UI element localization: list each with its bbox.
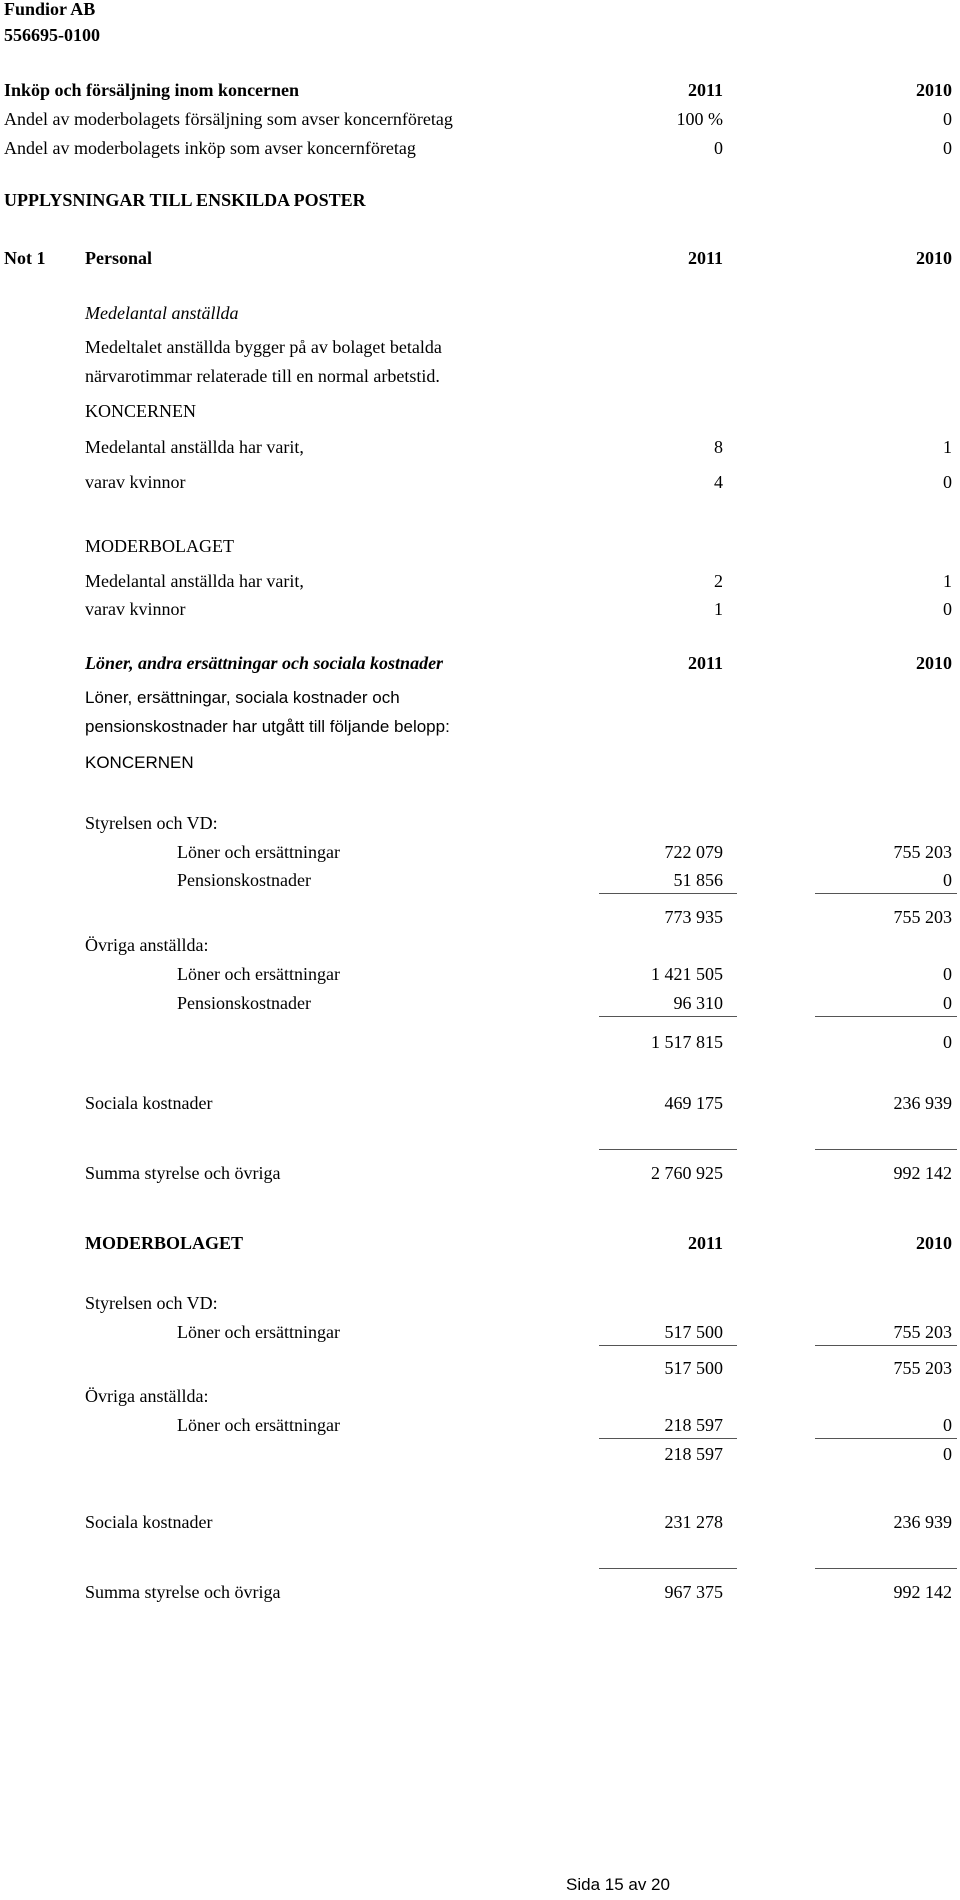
intercompany-purchases-2010: 0	[943, 138, 952, 158]
note-year-2010: 2010	[916, 248, 952, 268]
parent-board-salaries-2011: 517 500	[664, 1322, 723, 1342]
org-number: 556695-0100	[4, 25, 100, 45]
intercompany-year-2010: 2010	[916, 80, 952, 100]
salaries-year-2011: 2011	[687, 653, 723, 673]
group-board-salaries-2010: 755 203	[893, 842, 952, 862]
parent-avg-2011: 2	[714, 571, 723, 591]
salaries-desc-1: Löner, ersättningar, sociala kostnader och	[85, 688, 400, 707]
group-other-pensions-2010: 0	[943, 993, 952, 1013]
parent-other-salaries-label: Löner och ersättningar	[177, 1415, 340, 1435]
parent-board-subtotal-rule-2011	[599, 1345, 737, 1346]
group-sum-rule-2011	[599, 1149, 737, 1150]
parent-women-2010: 0	[943, 599, 952, 619]
group-board-pensions-label: Pensionskostnader	[177, 870, 311, 890]
group-social-2010: 236 939	[893, 1093, 952, 1113]
group-other-salaries-2010: 0	[943, 964, 952, 984]
page-number: Sida 15 av 20	[566, 1875, 670, 1894]
parent-social-label: Sociala kostnader	[85, 1512, 213, 1532]
group-board-total-2010: 755 203	[893, 907, 952, 927]
avg-employees-desc-1: Medeltalet anställda bygger på av bolaget betalda	[85, 337, 442, 357]
parent-avg-2010: 1	[943, 571, 952, 591]
group-social-label: Sociala kostnader	[85, 1093, 213, 1113]
group-other-total-2010: 0	[943, 1032, 952, 1052]
group-women-label: varav kvinnor	[85, 472, 186, 492]
group-board-subtotal-rule-2010	[815, 893, 957, 894]
group-women-2011: 4	[714, 472, 723, 492]
group-board-salaries-2011: 722 079	[664, 842, 723, 862]
parent-social-2011: 231 278	[664, 1512, 723, 1532]
group-women-2010: 0	[943, 472, 952, 492]
group-label: KONCERNEN	[85, 401, 196, 421]
intercompany-sales-2011: 100 %	[676, 109, 723, 129]
company-name: Fundior AB	[4, 0, 96, 19]
group-board-total-2011: 773 935	[664, 907, 723, 927]
intercompany-year-2011: 2011	[687, 80, 723, 100]
parent-women-label: varav kvinnor	[85, 599, 186, 619]
group-other-pensions-label: Pensionskostnader	[177, 993, 311, 1013]
parent-salaries-label: MODERBOLAGET	[85, 1233, 244, 1253]
note-number: Not 1	[4, 248, 46, 268]
parent-other-label: Övriga anställda:	[85, 1386, 209, 1406]
intercompany-purchases-label: Andel av moderbolagets inköp som avser koncernföretag	[4, 138, 416, 158]
parent-board-salaries-2010: 755 203	[893, 1322, 952, 1342]
group-label-2: KONCERNEN	[85, 753, 194, 772]
note-year-2011: 2011	[687, 248, 723, 268]
avg-employees-desc-2: närvarotimmar relaterade till en normal arbetstid.	[85, 366, 440, 386]
parent-women-2011: 1	[714, 599, 723, 619]
group-other-subtotal-rule-2010	[815, 1016, 957, 1017]
parent-sum-2010: 992 142	[893, 1582, 952, 1602]
group-other-subtotal-rule-2011	[599, 1016, 737, 1017]
salaries-heading: Löner, andra ersättningar och sociala kostnader	[85, 653, 444, 673]
salaries-desc-2: pensionskostnader har utgått till följande belopp:	[85, 717, 450, 736]
parent-sum-rule-2011	[599, 1568, 737, 1569]
parent-other-subtotal-rule-2011	[599, 1438, 737, 1439]
parent-board-subtotal-rule-2010	[815, 1345, 957, 1346]
group-sum-label: Summa styrelse och övriga	[85, 1163, 281, 1183]
parent-other-total-2010: 0	[943, 1444, 952, 1464]
parent-other-subtotal-rule-2010	[815, 1438, 957, 1439]
group-avg-label: Medelantal anställda har varit,	[85, 437, 304, 457]
parent-sum-2011: 967 375	[664, 1582, 723, 1602]
parent-board-label: Styrelsen och VD:	[85, 1293, 218, 1313]
parent-year-2010: 2010	[916, 1233, 952, 1253]
intercompany-title: Inköp och försäljning inom koncernen	[4, 80, 300, 100]
group-sum-2011: 2 760 925	[651, 1163, 723, 1183]
group-board-salaries-label: Löner och ersättningar	[177, 842, 340, 862]
parent-label: MODERBOLAGET	[85, 536, 234, 556]
parent-board-salaries-label: Löner och ersättningar	[177, 1322, 340, 1342]
group-avg-2010: 1	[943, 437, 952, 457]
group-other-salaries-2011: 1 421 505	[651, 964, 723, 984]
section-title: UPPLYSNINGAR TILL ENSKILDA POSTER	[4, 190, 366, 210]
intercompany-sales-2010: 0	[943, 109, 952, 129]
group-sum-2010: 992 142	[893, 1163, 952, 1183]
group-sum-rule-2010	[815, 1149, 957, 1150]
parent-board-total-2010: 755 203	[893, 1358, 952, 1378]
parent-avg-label: Medelantal anställda har varit,	[85, 571, 304, 591]
group-other-salaries-label: Löner och ersättningar	[177, 964, 340, 984]
group-board-pensions-2010: 0	[943, 870, 952, 890]
intercompany-purchases-2011: 0	[714, 138, 723, 158]
parent-social-2010: 236 939	[893, 1512, 952, 1532]
group-board-subtotal-rule-2011	[599, 893, 737, 894]
parent-sum-rule-2010	[815, 1568, 957, 1569]
intercompany-sales-label: Andel av moderbolagets försäljning som avser koncernföretag	[4, 109, 453, 129]
group-social-2011: 469 175	[664, 1093, 723, 1113]
note-title: Personal	[85, 248, 152, 268]
parent-sum-label: Summa styrelse och övriga	[85, 1582, 281, 1602]
group-other-label: Övriga anställda:	[85, 935, 209, 955]
group-avg-2011: 8	[714, 437, 723, 457]
parent-year-2011: 2011	[687, 1233, 723, 1253]
parent-other-total-2011: 218 597	[664, 1444, 723, 1464]
parent-other-salaries-2011: 218 597	[664, 1415, 723, 1435]
parent-other-salaries-2010: 0	[943, 1415, 952, 1435]
salaries-year-2010: 2010	[916, 653, 952, 673]
avg-employees-heading: Medelantal anställda	[85, 303, 239, 323]
group-other-pensions-2011: 96 310	[673, 993, 723, 1013]
group-board-pensions-2011: 51 856	[673, 870, 723, 890]
group-board-label: Styrelsen och VD:	[85, 813, 218, 833]
parent-board-total-2011: 517 500	[664, 1358, 723, 1378]
group-other-total-2011: 1 517 815	[651, 1032, 723, 1052]
